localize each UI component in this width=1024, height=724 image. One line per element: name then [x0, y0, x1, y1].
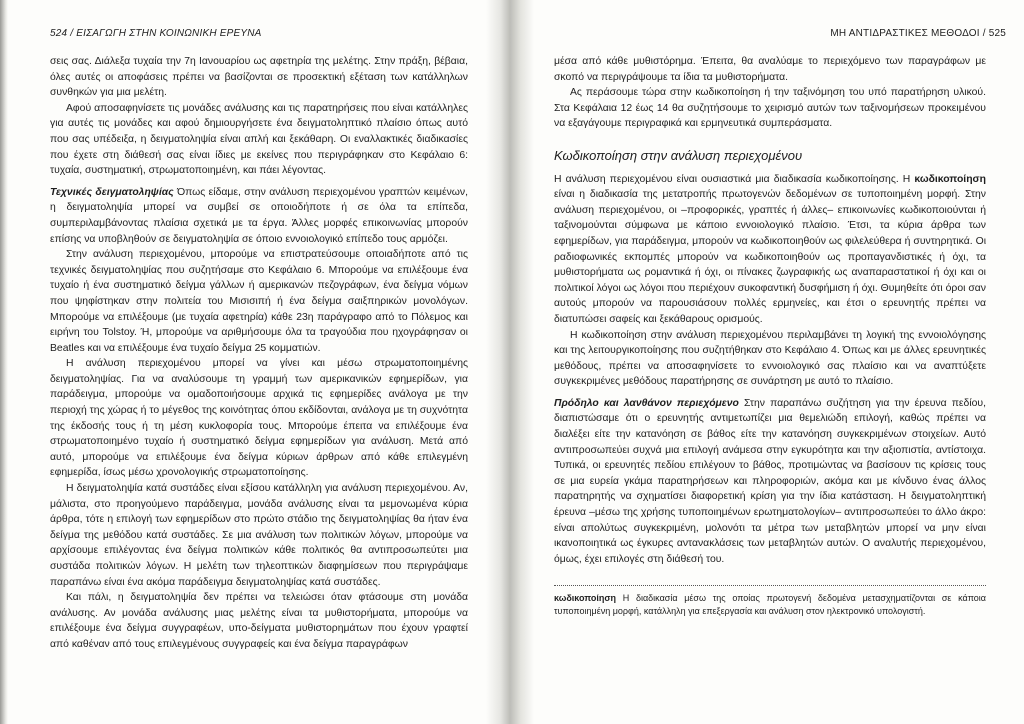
- paragraph: Η ανάλυση περιεχομένου μπορεί να γίνει και μέσω στρωματοποιημένης δειγματοληψίας. Για να αναλύσουμε τη γραμμή των αμερικανικών εφημερίδων, για παράδειγμα, μπορούμε να ομαδοποιήσουμε αρχικά τις εφημερίδες ανάλογα με την περιοχή της χώρας ή το μέγεθος της κοινότητας όπου εκδίδονται, ανάλογα με τη συχνότητα της έκδοσής τους ή τη μέση κυκλοφορία τους. Μπορούμε έπειτα να επιλέξουμε ένα στρωματοποιημένο τυχαίο ή συστηματικό δείγμα εφημερίδων για ανάλυση. Μετά από αυτό, μπορούμε να επιλέξουμε ένα δείγμα κύριων άρθρων από κάθε επιλεγμένη εφημερίδα, ίσως μέσω χρονολογικής στρωματοποίησης.: [50, 358, 468, 479]
- paragraph: Αφού αποσαφηνίσετε τις μονάδες ανάλυσης και τις παρατηρήσεις που είναι κατάλληλες για αυτές τις μονάδες και αφού δημιουργήσετε ένα δειγματοληπτικό πλαίσιο όπως αυτό που σας υπέδειξα, η δειγματοληψία είναι απλή και ξεκάθαρη. Οι εναλλακτικές διαδικασίες που έχετε στη διάθεσή σας είναι ίδιες με εκείνες που περιγράφηκαν στο Κεφάλαιο 6: τυχαία, συστηματική, στρωματοποιημένη, και πάει λέγοντας.: [50, 102, 468, 177]
- right-page: [510, 0, 1024, 724]
- paragraph: Η δειγματοληψία κατά συστάδες είναι εξίσου κατάλληλη για ανάλυση περιεχομένου. Αν, μάλιστα, στο προηγούμενο παράδειγμα, μονάδα ανάλυσης είναι τα μεμονωμένα κύρια άρθρα, τότε η επιλογή των εφημερίδων στο πρώτο στάδιο της δειγματοληψίας θα ήταν ένα δείγμα της μεθόδου κατά συστάδες. Σε μια ανάλυση των πολιτικών λόγων, μπορούμε να αρχίσουμε επιλέγοντας ένα δείγμα πολιτικών κάθε πολιτικός θα αντιπροσωπεύτει μια συστάδα πολιτικών λόγων. Η μελέτη των τηλεοπτικών διαφημίσεων που περιγράψαμε παραπάνω είναι ένα ακόμα παράδειγμα δειγματοληψίας κατά συστάδες.: [50, 483, 468, 588]
- paragraph: [554, 172, 986, 328]
- paragraph: [50, 185, 468, 247]
- glossary-definition: Η διαδικασία μέσω της οποίας πρωτογενή δεδομένα μετασχηματίζονται σε κάποια τυποποιημένη μορφή, κατάλληλη για επεξεργασία και ανάλυση στον ηλεκτρονικό υπολογιστή.: [554, 593, 986, 616]
- glossary-term: κωδικοποίηση: [554, 593, 617, 604]
- paragraph: Στην ανάλυση περιεχομένου, μπορούμε να επιστρατεύσουμε οποιαδήποτε από τις τεχνικές δειγματοληψίας που συζητήσαμε στο Κεφάλαιο 6. Μπορούμε να επιλέξουμε ένα τυχαίο ή ένα συστηματικό δείγμα γάλλων ή αμερικανών πεζογράφων, ένα δείγμα νόμων που ψηφίστηκαν στην πολιτεία του Μισισιπή ή ένα δείγμα σαιξπηρικών μονολόγων. Μπορούμε να επιλέξουμε (με τυχαία αφετηρία) κάθε 23η παράγραφο από το Πόλεμος και ειρήνη του Tolstoy. Ή, μπορούμε να αριθμήσουμε όλα τα τραγούδια που ηχογράφησαν οι Beatles και να επιλέξουμε ένα τυχαίο δείγμα 25 κομματιών.: [50, 249, 468, 354]
- glossary-note: [554, 592, 986, 617]
- subheading-manifest-latent: Πρόδηλο και λανθάνον περιεχόμενο: [554, 397, 739, 409]
- right-page-body: [554, 54, 986, 617]
- footnote-divider: [554, 585, 986, 586]
- paragraph-text: Στην παραπάνω συζήτηση για την έρευνα πεδίου, διαπιστώσαμε ότι ο ερευνητής αντιμετωπίζει μια θεμελιώδη επιλογή, καθώς πρέπει να διαλέξει είτε την κατανόηση σε βάθος είτε την κατανόηση συγκεκριμένων στοιχείων. Αυτό αντιπροσωπεύει συχνά μια επιλογή ανάμεσα στην εγκυρότητα και την αξιοπιστία, αντίστοιχα. Τυπικά, οι ερευνητές πεδίου επιλέγουν το βάθος, προτιμώντας να βασίσουν τις κρίσεις τους σε μια ευρεία γκάμα παρατηρήσεων και πληροφοριών, ακόμα και με κίνδυνο ένας άλλος παρατηρητής να σχηματίσει διαφορετική κρίση για την ίδια κατάσταση. Η δειγματοληπτική έρευνα –μέσω της χρήσης τυποποιημένων ερωτηματολογίων– αντιπροσωπεύει το άλλο άκρο: είναι απολύτως συγκεκριμένη, μολονότι τα μέτρα των μεταβλητών μπορεί να μην είναι ικανοποιητικά ως έγκυρες αντανακλάσεις των μεταβλητών αυτών. Ο αναλυτής περιεχομένου, όμως, έχει επιλογές στη διάθεσή του.: [554, 397, 986, 565]
- left-page-body: [50, 54, 468, 653]
- running-head-left: 524 / ΕΙΣΑΓΩΓΗ ΣΤΗΝ ΚΟΙΝΩΝΙΚΗ ΕΡΕΥΝΑ: [50, 28, 262, 39]
- paragraph: σεις σας. Διάλεξα τυχαία την 7η Ιανουαρίου ως αφετηρία της μελέτης. Στην πράξη, βέβαια, όλες αυτές οι αποφάσεις πρέπει να βασίζονται σε προσεκτική εξέταση των κατάλληλων συνθηκών για μια μελέτη.: [50, 56, 468, 99]
- paragraph: Και πάλι, η δειγματοληψία δεν πρέπει να τελειώσει όταν φτάσουμε στη μονάδα ανάλυσης. Αν μονάδα ανάλυσης μιας μελέτης είναι τα μυθιστορήματα, μπορούμε να επιλέξουμε ένα δείγμα συγγραφέων, υπο-δείγματα μυθιστορημάτων που έχουν γραφτεί από καθέναν από τους επιλεγμένους συγγραφείς και ένα δείγμα παραγράφων: [50, 592, 468, 650]
- paragraph-text: Η ανάλυση περιεχομένου είναι ουσιαστικά μια διαδικασία κωδικοποίησης. Η: [554, 173, 915, 185]
- paragraph: Η κωδικοποίηση στην ανάλυση περιεχομένου περιλαμβάνει τη λογική της εννοιολόγησης και της λειτουργικοποίησης που συζητήθηκαν στο Κεφάλαιο 4. Όπως και με άλλες ερευνητικές μεθόδους, πρέπει να αποσαφηνίσετε το εννοιολογικό σας πλαίσιο και να αναπτύξετε συγκεκριμένες μεθόδους παρατήρησης σε συνάρτηση με αυτό το πλαίσιο.: [554, 329, 986, 388]
- running-head-right: ΜΗ ΑΝΤΙΔΡΑΣΤΙΚΕΣ ΜΕΘΟΔΟΙ / 525: [830, 28, 1006, 39]
- paragraph-text: είναι η διαδικασία της μετατροπής πρωτογενών δεδομένων σε τυποποιημένη μορφή. Στην ανάλυση περιεχομένου, οι –προφορικές, γραπτές ή άλλες– επικοινωνίες κωδικοποιούνται ή ταξινομούνται σύμφωνα με κάποιο εννοιολογικό πλαίσιο. Έτσι, τα κύρια άρθρα των εφημερίδων, για παράδειγμα, μπορούν να κωδικοποιηθούν ως φιλελεύθερα ή συντηρητικά. Οι ραδιοφωνικές εκπομπές μπορούν να κωδικοποιηθούν ως προπαγανδιστικές ή όχι, τα μυθιστορήματα ως ρομαντικά ή όχι, οι πίνακες ζωγραφικής ως αναπαραστατικοί ή όχι και οι πολιτικοί λόγοι ως λόγοι που περιέχουν συκοφαντική δυσφήμιση ή όχι. Θυμηθείτε ότι όροι σαν αυτούς μπορούν να παρουσιάσουν πολλές ερμηνείες, και έτσι ο ερευνητής πρέπει να διατυπώσει σαφείς και ξεκάθαρους ορισμούς.: [554, 189, 986, 325]
- paragraph-text: Όπως είδαμε, στην ανάλυση περιεχομένου γραπτών κειμένων, η δειγματοληψία μπορεί να συμβεί σε οποιοδήποτε ή σε όλα τα επίπεδα, συμπεριλαμβάνοντας πλαίσια σχετικά με τα έργα. Άλλες μορφές επικοινωνίας μπορούν επίσης να υποβληθούν σε δειγματοληψία σε όποιο εννοιολογικό επίπεδο τους αρμόζει.: [50, 186, 468, 245]
- left-page: [0, 0, 500, 724]
- paragraph: [554, 396, 986, 568]
- paragraph: μέσα από κάθε μυθιστόρημα. Έπειτα, θα αναλύαμε το περιεχόμενο των παραγράφων με σκοπό να περιγράψουμε τα ίδια τα μυθιστορήματα.: [554, 56, 986, 83]
- section-title: Κωδικοποίηση στην ανάλυση περιεχομένου: [554, 147, 803, 163]
- keyword-coding: κωδικοποίηση: [914, 173, 986, 185]
- subheading-sampling-techniques: Τεχνικές δειγματοληψίας: [50, 186, 174, 198]
- paragraph: Ας περάσουμε τώρα στην κωδικοποίηση ή την ταξινόμηση του υπό παρατήρηση υλικού. Στα Κεφάλαια 12 έως 14 θα συζητήσουμε το χειρισμό αυτών των ταξινομήσεων προκειμένου να εξαγάγουμε περιγραφικά και ερμηνευτικά συμπεράσματα.: [554, 87, 986, 130]
